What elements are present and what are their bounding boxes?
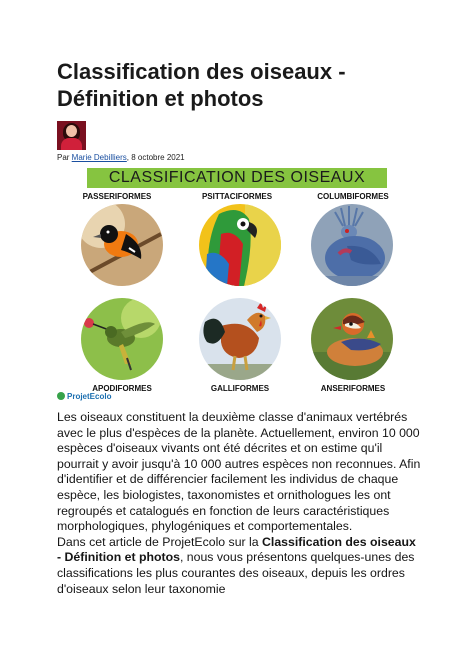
order-label-anseriformes: ANSERIFORMES (320, 384, 386, 393)
macaw-parrot-icon (199, 204, 281, 286)
author-avatar (57, 121, 86, 150)
rooster-icon (199, 298, 281, 380)
byline (57, 153, 185, 162)
page-title: Classification des oiseaux - Définition et photos (57, 59, 346, 111)
logo-text: ProjetEcolo (67, 392, 112, 401)
leaf-icon (57, 392, 65, 400)
order-label-apodiformes: APODIFORMES (92, 384, 152, 393)
article-title-bold: Classification des oiseaux - Définition et photos (57, 534, 416, 565)
order-label-galliformes: GALLIFORMES (210, 384, 270, 393)
paragraph-article-intro (57, 535, 423, 597)
order-label-psittaciformes: PSITTACIFORMES (201, 192, 273, 201)
publish-date: , 8 octobre 2021 (126, 153, 185, 162)
byline-prefix: Par (57, 153, 72, 162)
order-label-passeriformes: PASSERIFORMES (82, 192, 152, 201)
paragraph-intro: Les oiseaux constituent la deuxième classe d'animaux vertébrés avec le plus d'espèces de la planète. Actuellement, environ 10 000 espèces d'oiseaux vivants ont été décrites et on estime qu'il pourrait y avoir jusqu'à 10 000 autres espèces non reconnues. Afin d'identifier et de différencier facilement les individus de chaque espèce, les biologistes, taxonomistes et ornithologues les ont regroupés et catalogués en fonction de leurs caractéristiques morphologiques, phylogéniques et comportementales. (57, 410, 421, 534)
author-link[interactable]: Marie Debilliers (71, 153, 127, 162)
classification-infographic (57, 168, 417, 404)
infographic-banner: CLASSIFICATION DES OISEAUX (87, 168, 387, 188)
paragraph2-start: Dans cet article de ProjetEcolo sur la (57, 534, 263, 549)
article-body (57, 410, 423, 597)
hummingbird-icon (81, 298, 163, 380)
oriole-bird-icon (81, 204, 163, 286)
order-label-columbiformes: COLUMBIFORMES (317, 192, 389, 201)
crowned-pigeon-icon (311, 204, 393, 286)
paragraph2-end: , nous vous présentons quelques-unes des classifications les plus courantes des oiseaux, depuis les ordres d'oiseaux selon leur taxonomie (57, 550, 415, 596)
projetecolo-logo (57, 392, 111, 401)
mandarin-duck-icon (311, 298, 393, 380)
